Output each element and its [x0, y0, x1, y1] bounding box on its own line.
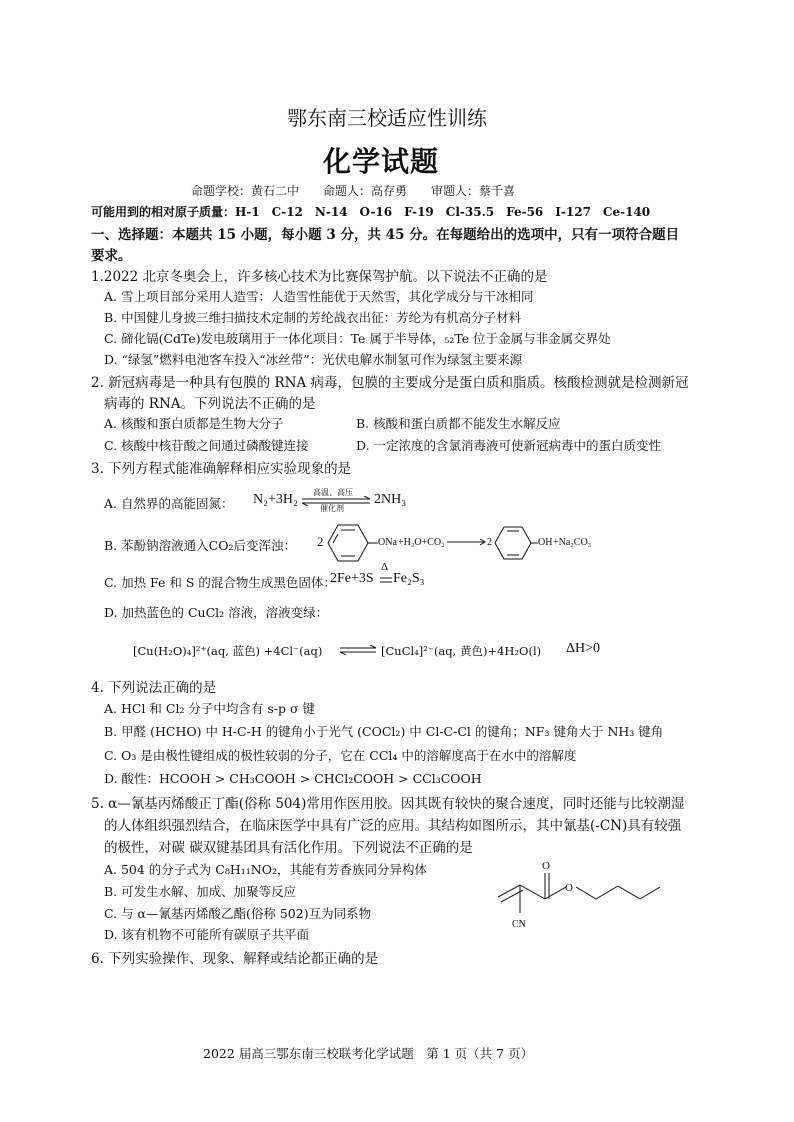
- question-3-option-c: C. 加热 Fe 和 S 的混合物生成黑色固体：: [104, 575, 336, 590]
- question-2-option-d: D. 一定浓度的含氯消毒液可使新冠病毒中的蛋白质变性: [356, 438, 662, 453]
- ester-oxygen-label: O: [565, 882, 573, 894]
- question-1-option-b: B. 中国健儿身披三维扫描技术定制的芳纶战衣出征：芳纶为有机高分子材料: [104, 310, 522, 325]
- question-3-option-b: B. 苯酚钠溶液通入CO₂后变浑浊：: [104, 538, 296, 553]
- question-5-option-b: B. 可发生水解、加成、加聚等反应: [104, 884, 297, 899]
- molecule-504-structure: [490, 855, 665, 935]
- equation-a-condition-top: 高温、高压: [313, 488, 353, 497]
- equation-d-left: [Cu(H₂O)₄]²⁺(aq, 蓝色) +4Cl⁻(aq): [133, 644, 323, 658]
- reversible-arrow-a: [302, 496, 372, 506]
- equation-b-end: +Na₂CO₃: [553, 537, 592, 548]
- carbonyl-oxygen-label: O: [542, 860, 550, 872]
- question-4-option-b: B. 甲醛 (HCHO) 中 H-C-H 的键角小于光气 (COCl₂) 中 Cl-C-Cl 的键角；NF₃ 键角大于 NH₃ 键角: [104, 724, 664, 739]
- page-title: 化学试题: [323, 145, 440, 178]
- question-3-option-a: A. 自然界的高能固氮：: [104, 496, 234, 511]
- question-1-option-c: C. 碲化镉(CdTe)发电玻璃用于一体化项目：Te 属于半导体，₅₂Te 位于金属与非金属交界处: [104, 331, 611, 346]
- section-title-cont: 要求。: [91, 248, 132, 264]
- equation-b-coefficient-1: 2: [317, 534, 324, 549]
- bond-line-2: [530, 541, 538, 545]
- equation-a-condition-bottom: 催化剂: [320, 504, 344, 513]
- equation-a-left: N₂+3H₂: [253, 492, 298, 507]
- question-5-option-d: D. 该有机物不可能所有碳原子共平面: [104, 927, 310, 942]
- question-2-option-b: B. 核酸和蛋白质都不能发生水解反应: [356, 416, 561, 431]
- reaction-arrow-b: [447, 538, 487, 546]
- school-line: 鄂东南三校适应性训练: [287, 106, 487, 130]
- equation-d-right: [CuCl₄]²⁻(aq, 黄色)+4H₂O(l): [381, 644, 542, 658]
- question-5-stem-cont-2: 的极性，对碳 碳双键基团具有活化作用。下列说法不正确的是: [104, 840, 473, 856]
- question-6-stem: 6. 下列实验操作、现象、解释或结论都正确的是: [91, 951, 379, 967]
- equation-d-enthalpy: ΔH>0: [566, 641, 601, 656]
- question-2-stem-cont: 病毒的 RNA。下列说法不正确的是: [104, 396, 316, 412]
- equation-b-substituent-2: OH: [538, 537, 553, 548]
- question-1-stem: 1.2022 北京冬奥会上，许多核心技术为比赛保驾护航。以下说法不正确的是: [91, 269, 548, 285]
- question-4-option-c: C. O₃ 是由极性键组成的极性较弱的分子，它在 CCl₄ 中的溶解度高于在水中的溶解度: [104, 748, 577, 763]
- equation-c-left: 2Fe+3S: [330, 571, 374, 586]
- question-2-option-a: A. 核酸和蛋白质都是生物大分子: [104, 416, 284, 431]
- equation-b-substituent-1: ONa: [378, 537, 397, 548]
- equation-c-heat: Δ: [381, 561, 389, 573]
- question-4-option-a: A. HCl 和 Cl₂ 分子中均含有 s-p σ 键: [104, 701, 316, 716]
- question-4-stem: 4. 下列说法正确的是: [91, 680, 217, 696]
- question-2-option-c: C. 核酸中核苷酸之间通过磷酸键连接: [104, 438, 309, 453]
- benzene-ring-1: [326, 522, 372, 564]
- question-5-option-c: C. 与 α—氰基丙烯酸乙酯(俗称 502)互为同系物: [104, 906, 372, 921]
- question-1-option-a: A. 雪上项目部分采用人造雪：人造雪性能优于天然雪，其化学成分与干冰相同: [104, 289, 534, 304]
- equation-a-right: 2NH₃: [374, 492, 407, 507]
- question-3-stem: 3. 下列方程式能准确解释相应实验现象的是: [91, 461, 352, 477]
- author-line: 命题学校：黄石二中 命题人：高存勇 审题人：蔡千喜: [191, 184, 516, 198]
- question-1-option-d: D. “绿氢”燃料电池客车投入“冰丝带”：光伏电解水制氢可作为绿氢主要来源: [104, 352, 523, 367]
- atomic-masses: 可能用到的相对原子质量：H-1 C-12 N-14 O-16 F-19 Cl-35.5 Fe-56 I-127 Ce-140: [91, 205, 651, 219]
- benzene-ring-2: [494, 525, 534, 561]
- bond-line-1: [368, 541, 378, 545]
- equation-b-middle: +H₂O+CO₂: [398, 537, 445, 548]
- question-2-stem: 2. 新冠病毒是一种具有包膜的 RNA 病毒，包膜的主要成分是蛋白质和脂质。核酸检测就是检测新冠: [91, 375, 689, 391]
- section-title: 一、选择题：本题共 15 小题，每小题 3 分，共 45 分。在每题给出的选项中，只有一项符合题目: [91, 227, 680, 243]
- page-footer: 2022 届高三鄂东南三校联考化学试题 第 1 页（共 7 页）: [203, 1046, 534, 1061]
- cyano-label: CN: [512, 919, 526, 930]
- equation-c-equals: [380, 576, 392, 584]
- equation-b-coefficient-2: 2: [487, 537, 492, 548]
- question-5-stem: 5. α—氰基丙烯酸正丁酯(俗称 504)常用作医用胶。因其既有较快的聚合速度，同时还能与比较潮湿: [91, 796, 685, 812]
- reversible-arrow-d: [340, 645, 378, 655]
- question-5-option-a: A. 504 的分子式为 C₈H₁₁NO₂，其能有芳香族同分异构体: [104, 862, 427, 877]
- question-3-option-d: D. 加热蓝色的 CuCl₂ 溶液，溶液变绿：: [104, 605, 329, 620]
- question-5-stem-cont-1: 的人体组织强烈结合，在临床医学中具有广泛的应用。其结构如图所示，其中氰基(-CN)具有较强: [104, 818, 682, 834]
- question-4-option-d: D. 酸性：HCOOH > CH₃COOH > CHCl₂COOH > CCl₃COOH: [104, 771, 482, 786]
- equation-c-right: Fe₂S₃: [393, 571, 425, 586]
